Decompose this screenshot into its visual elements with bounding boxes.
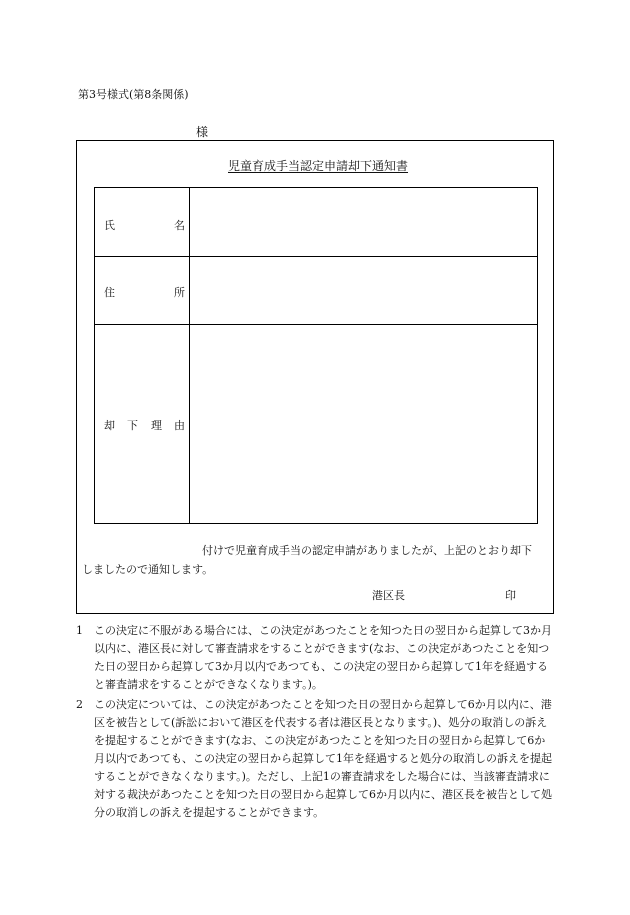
ward-chief-signature: 港区長 — [372, 589, 405, 602]
note-text: この決定に不服がある場合には、この決定があつたことを知つた日の翌日から起算して3か月以内に、港区長に対して審査請求をすることができます(なお、この決定があつたことを知つた日の翌日から起算して3か月以内であつても、この決定の翌日から起算して1年を経過すると審査請求をすることができなくなります。)。 — [94, 624, 552, 691]
notice-line-1: 付けで児童育成手当の認定申請がありましたが、上記のとおり却下 — [202, 544, 532, 557]
reason-label-part: 下 — [127, 419, 138, 432]
note-2 — [76, 696, 556, 822]
note-number: 2 — [76, 698, 83, 711]
notice-line-2: しましたので通知します。 — [82, 563, 214, 576]
seal-mark: 印 — [505, 589, 516, 602]
recipient-honorific: 様 — [196, 125, 209, 139]
note-text: この決定については、この決定があつたことを知つた日の翌日から起算して6か月以内に、港区を被告として(訴訟において港区を代表する者は港区長となります。)、処分の取消しの訴えを提起することができます(なお、この決定があつたことを知つた日の翌日から起算して6か月以内であつても、この決定の翌日から起算して1年を経過すると処分の取消しの訴えを提起することができなくなります。)。ただし、上記1の審査請求をした場合には、当該審査請求に対する裁決があつたことを知つた日の翌日から起算して6か月以内に、港区長を被告として処分の取消しの訴えを提起することができます。 — [94, 698, 552, 819]
note-number: 1 — [76, 624, 83, 637]
notice-text — [82, 541, 554, 579]
name-field[interactable] — [190, 188, 537, 255]
form-number: 第3号様式(第8条関係) — [78, 88, 189, 101]
note-1 — [76, 622, 556, 694]
name-label-part: 氏 — [104, 219, 115, 232]
address-label-part: 住 — [104, 286, 115, 299]
reason-label-part: 由 — [174, 419, 185, 432]
name-label-part: 名 — [174, 219, 185, 232]
reason-label-part: 理 — [151, 419, 162, 432]
document-title: 児童育成手当認定申請却下通知書 — [228, 159, 409, 173]
applicant-table — [94, 187, 538, 524]
address-label-part: 所 — [174, 286, 185, 299]
address-field[interactable] — [190, 257, 537, 323]
reason-label-part: 却 — [104, 419, 115, 432]
rejection-reason-field[interactable] — [190, 325, 537, 523]
